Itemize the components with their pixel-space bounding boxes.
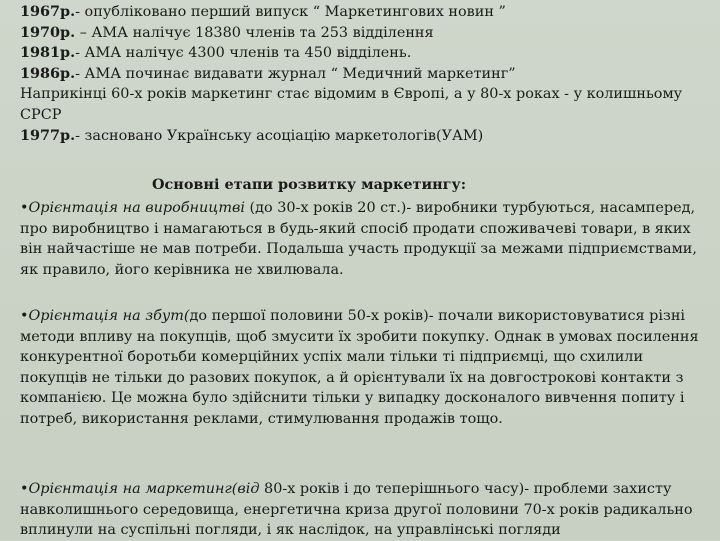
history-year: 1970р. xyxy=(20,23,76,41)
history-line xyxy=(20,2,710,23)
bullet: • xyxy=(20,308,29,324)
history-text: - опубліковано перший випуск “ Маркетингових новин ” xyxy=(75,4,506,20)
stage-text: 80-х років і до теперішнього часу)- проблеми захисту навколишнього середовища, енергетична криза другої половини 70-х років радикально вплинули на суспільні погляди, і як наслідок, на управлінські погляди xyxy=(20,481,693,539)
stage-title: Орієнтація на виробництві xyxy=(28,200,245,216)
history-text: – АМА налічує 18380 членів та 253 відділення xyxy=(75,24,434,41)
stage-paragraph xyxy=(20,306,710,430)
stage-title: Орієнтація на маркетинг(від xyxy=(28,481,260,497)
history-line xyxy=(20,84,710,125)
stage-title: Орієнтація на збут( xyxy=(28,308,190,324)
history-line xyxy=(20,64,710,85)
history-line xyxy=(20,126,710,147)
bullet: • xyxy=(20,200,29,216)
stage-text: (до 30-х років 20 ст.)- виробники турбуються, насамперед, про виробництво і намагаються в будь-який спосіб продати споживачеві товари, в яких він найчастіше не мав потреби. Подальша участь продукції за межами підприємствами, як правило, його керівника не хвилювала. xyxy=(20,200,697,278)
stage-text: до першої половини 50-х років)- почали використовуватися різні методи впливу на покупців, щоб змусити їх зробити покупку. Однак в умовах посилення конкурентної боротьби комерційних успіх мали тільки ті підприємці, що схилили покупців не тільки до разових покупок, а й орієнтували їх на довгострокові контакти з компанією. Це можна було здійснити тільки у випадку досконалого вивчення попиту і потреб, використання реклами, стимулювання продажів тощо. xyxy=(20,308,699,427)
history-text: - АМА починає видавати журнал “ Медичний маркетинг” xyxy=(75,65,516,82)
history-year: 1981р. xyxy=(20,44,76,62)
history-line xyxy=(20,43,710,64)
history-text: Наприкінці 60-х років маркетинг стає відомим в Європі, а у 80-х роках - у колишньому СРСР xyxy=(20,86,683,123)
history-text: - АМА налічує 4300 членів та 450 відділень. xyxy=(75,45,412,62)
history-list xyxy=(20,2,710,146)
history-year: 1986р. xyxy=(20,64,76,82)
history-line xyxy=(20,23,710,44)
history-text: - засновано Українську асоціацію маркетологів(УАМ) xyxy=(75,127,484,144)
bullet: • xyxy=(20,481,29,497)
history-year: 1967р. xyxy=(20,3,76,20)
history-year: 1977р. xyxy=(20,126,76,144)
section-heading: Основні етапи розвитку маркетингу: xyxy=(152,176,467,193)
stage-paragraph xyxy=(20,198,710,280)
stage-paragraph xyxy=(20,479,710,541)
